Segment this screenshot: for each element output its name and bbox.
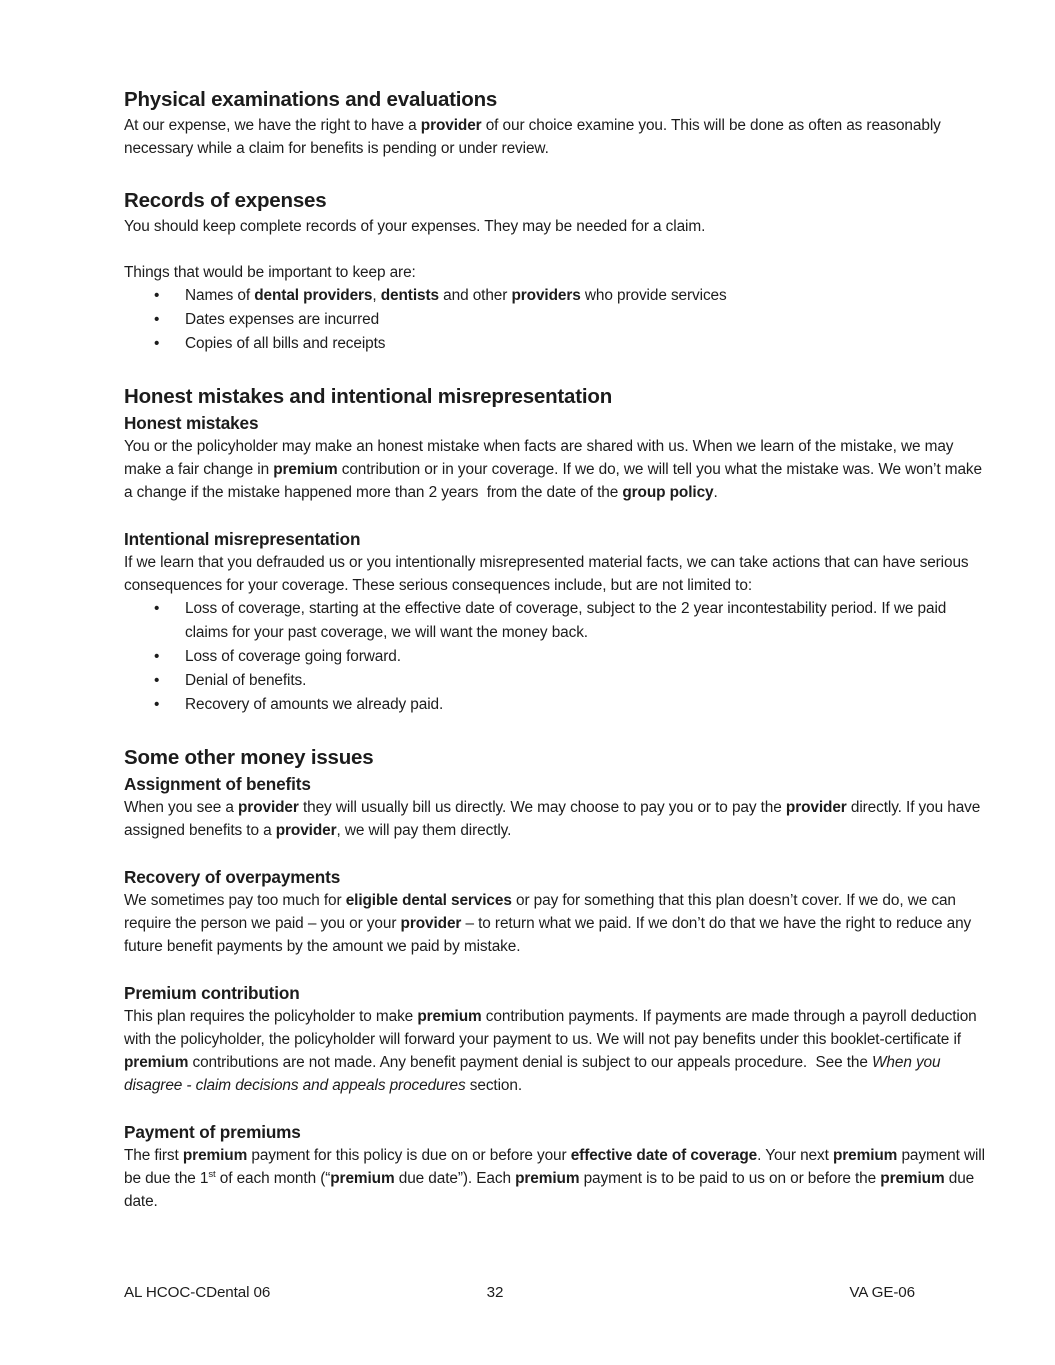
text-run: directly. If you have assigned benefits to a: [124, 799, 981, 839]
sub-heading: Assignment of benefits: [124, 774, 311, 794]
text-run: they will usually bill us directly. We may choose to pay you or to pay the: [298, 799, 786, 816]
bullet-item: [124, 332, 992, 356]
section-heading: Records of expenses: [124, 189, 327, 212]
footer-document-code: AL HCOC-CDental 06: [124, 1284, 271, 1301]
text-run: When you disagree - claim decisions and appeals procedures: [124, 1054, 941, 1094]
paragraph: [124, 1144, 992, 1213]
text-run: , we will pay them directly.: [336, 822, 512, 839]
paragraph: [124, 551, 992, 597]
text-run: contribution or in your coverage. If we do, we will tell you what the mistake was. We won’t make a change if the mistake happened more than 2 years from the date of the: [124, 461, 982, 501]
sub-heading: Payment of premiums: [124, 1122, 301, 1142]
sub-heading: Honest mistakes: [124, 413, 259, 433]
text-run: .: [713, 484, 718, 501]
text-run: st: [208, 1168, 216, 1180]
bullet-item: [124, 669, 992, 693]
bullet-item: [124, 597, 992, 645]
text-run: provider: [275, 822, 337, 839]
text-run: of our choice examine you. This will be done as often as reasonably necessary while a claim for benefits is pending or under review.: [124, 117, 941, 157]
text-run: provider: [420, 117, 482, 134]
paragraph: [124, 889, 992, 958]
text-run: dentists: [380, 287, 439, 304]
sub-heading: Premium contribution: [124, 983, 300, 1003]
text-run: If we learn that you defrauded us or you intentionally misrepresented material facts, we can take actions that can have serious consequences for your coverage. These serious consequences include, but are not limited to:: [124, 554, 969, 594]
sub-heading: Intentional misrepresentation: [124, 529, 361, 549]
text-run: Dates expenses are incurred: [185, 311, 380, 328]
text-run: effective date of coverage: [570, 1147, 758, 1164]
section-heading: Physical examinations and evaluations: [124, 88, 498, 111]
text-run: premium: [273, 461, 338, 478]
text-run: premium: [124, 1054, 189, 1071]
text-run: Names of: [185, 287, 255, 304]
paragraph: [124, 261, 992, 284]
text-run: . Your next: [757, 1147, 833, 1164]
text-run: – to return what we paid. If we don’t do that we have the right to reduce any future benefit payments by the amount we paid by mistake.: [124, 915, 972, 955]
paragraph: [124, 215, 992, 238]
text-run: You should keep complete records of your expenses. They may be needed for a claim.: [124, 218, 706, 235]
text-run: Copies of all bills and receipts: [185, 335, 386, 352]
page-footer: [0, 1281, 1055, 1304]
text-run: premium: [182, 1147, 248, 1164]
text-run: payment for this policy is due on or before your: [247, 1147, 571, 1164]
paragraph: [124, 435, 992, 504]
text-run: eligible dental services: [345, 892, 512, 909]
bullet-item: [124, 284, 992, 308]
text-run: premium: [417, 1008, 482, 1025]
bullet-item: [124, 693, 992, 717]
text-run: who provide services: [580, 287, 727, 304]
footer-page-number: 32: [486, 1284, 504, 1301]
text-run: of each month (“: [215, 1170, 331, 1187]
text-run: section.: [465, 1077, 523, 1094]
section-heading: Some other money issues: [124, 746, 374, 769]
text-run: due date.: [124, 1170, 975, 1210]
text-run: contribution payments. If payments are made through a payroll deduction with the policyholder, the policyholder will forward your payment to us. We will not pay benefits under this booklet-certificate if: [124, 1008, 977, 1048]
text-run: Loss of coverage going forward.: [185, 648, 401, 665]
text-run: premium: [515, 1170, 580, 1187]
paragraph: [124, 1005, 992, 1097]
bullet-item: [124, 645, 992, 669]
text-run: dental providers: [254, 287, 373, 304]
text-run: payment is to be paid to us on or before the: [579, 1170, 881, 1187]
text-run: Things that would be important to keep are:: [124, 264, 416, 281]
text-run: providers: [511, 287, 581, 304]
text-run: payment will be due the 1: [124, 1147, 985, 1187]
sub-heading: Recovery of overpayments: [124, 867, 341, 887]
text-run: Loss of coverage, starting at the effective date of coverage, subject to the 2 year incontestability period. If we paid claims for your past coverage, we will want the money back.: [185, 600, 947, 641]
text-run: provider: [785, 799, 847, 816]
footer-form-code: VA GE-06: [849, 1284, 915, 1301]
text-run: The first: [124, 1147, 183, 1164]
text-run: ,: [372, 287, 381, 304]
text-run: At our expense, we have the right to have a: [124, 117, 421, 134]
text-run: You or the policyholder may make an honest mistake when facts are shared with us. When we learn of the mistake, we may make a fair change in: [124, 438, 954, 478]
text-run: or pay for something that this plan doesn’t cover. If we do, we can require the person we paid – you or your: [124, 892, 956, 932]
text-run: We sometimes pay too much for: [124, 892, 346, 909]
text-run: premium: [832, 1147, 898, 1164]
paragraph: [124, 114, 992, 160]
text-run: premium: [330, 1170, 395, 1187]
text-run: due date”). Each: [394, 1170, 516, 1187]
paragraph: [124, 796, 992, 842]
text-run: Recovery of amounts we already paid.: [185, 696, 444, 713]
bullet-list: [124, 597, 992, 717]
section-heading: Honest mistakes and intentional misrepresentation: [124, 385, 613, 408]
text-run: contributions are not made. Any benefit payment denial is subject to our appeals procedure. See the: [188, 1054, 872, 1071]
text-run: group policy: [622, 484, 714, 501]
document-content: [124, 87, 992, 1213]
text-run: provider: [400, 915, 462, 932]
text-run: Denial of benefits.: [185, 672, 307, 689]
text-run: This plan requires the policyholder to make: [124, 1008, 418, 1025]
bullet-item: [124, 308, 992, 332]
text-run: and other: [438, 287, 512, 304]
text-run: When you see a: [124, 799, 238, 816]
text-run: premium: [880, 1170, 945, 1187]
text-run: provider: [238, 799, 299, 816]
bullet-list: [124, 284, 992, 356]
